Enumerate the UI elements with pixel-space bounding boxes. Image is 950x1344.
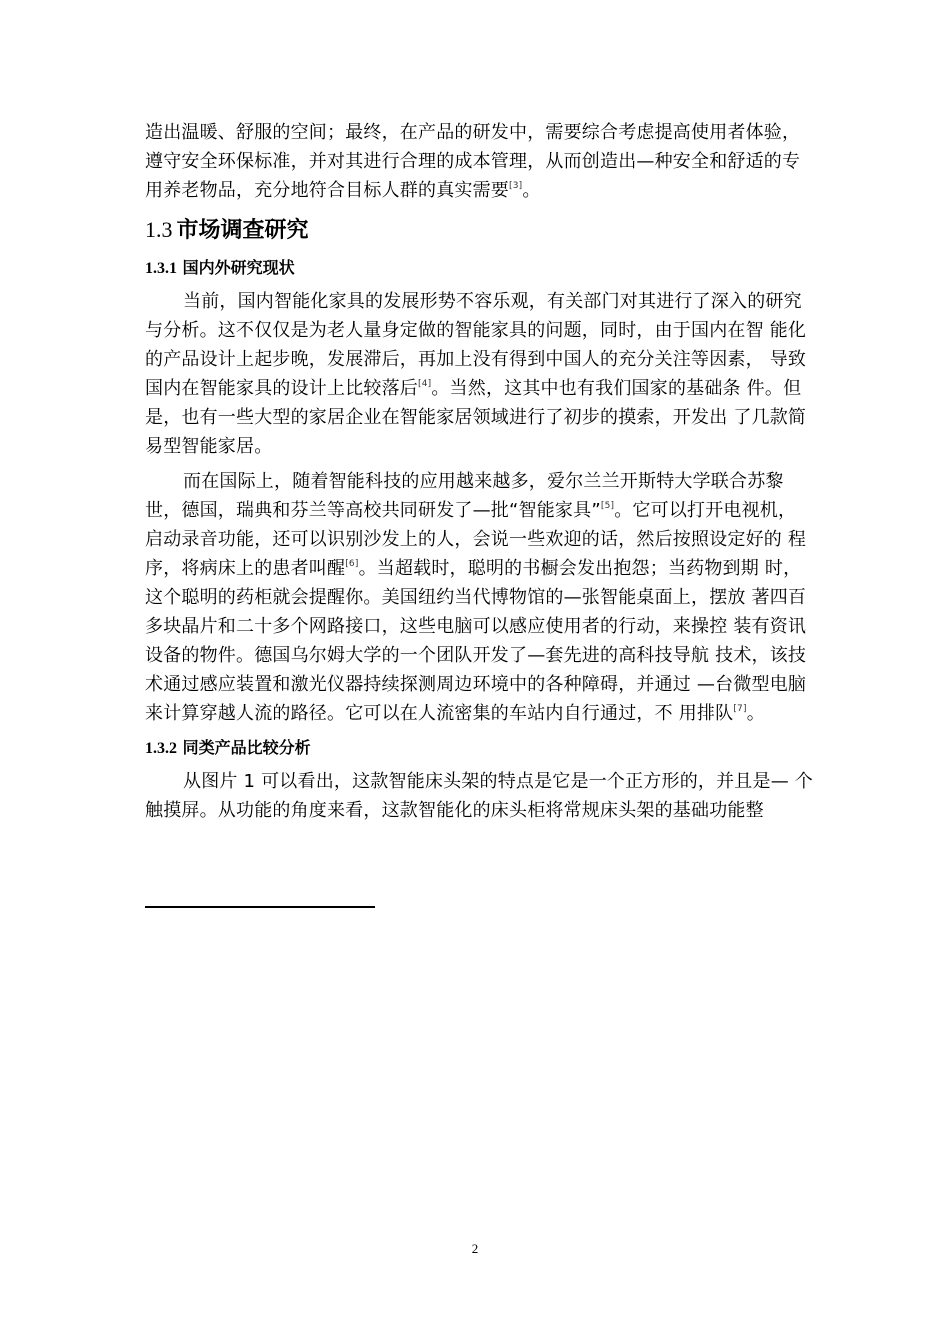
- paragraph-domestic-research: 当前，国内智能化家具的发展形势不容乐观，有关部门对其进行了深入的研究与分析。这不仅仅是为老人量身定做的智能家具的问题，同时，由于国内在智 能化的产品设计上起步晚，发展滞后，再加上没有得到中国人的充分关注等因素， 导致国内在智能家具的设计上比较落后[4]。当然，这其中也有我们国家的基础条 件。但是，也有一些大型的家居企业在智能家居领域进行了初步的摸索，开发出 了几款简易型智能家居。: [145, 291, 807, 457]
- citation-6: [6]: [345, 559, 359, 569]
- paragraph-continued: 造出温暖、舒服的空间；最终，在产品的研发中，需要综合考虑提高使用者体验，遵守安全环保标准，并对其进行合理的成本管理，从而创造出—种安全和舒适的专用养老物品，充分地符合目标人群的真实需要[3]。: [145, 122, 801, 201]
- paragraph-product-comparison: 从图片 1 可以看出，这款智能床头架的特点是它是一个正方形的，并且是— 个触摸屏。从功能的角度来看，这款智能化的床头柜将常规床头架的基础功能整: [145, 771, 814, 821]
- citation-4: [4]: [418, 379, 432, 389]
- footnote-separator: [145, 906, 375, 908]
- citation-3: [3]: [509, 181, 523, 191]
- subsection-heading-1-3-1: 1.3.1 国内外研究现状: [145, 258, 295, 277]
- page-body: [145, 118, 817, 825]
- section-heading-1-3: 1.3 市场调查研究: [145, 217, 309, 243]
- subsection-heading-1-3-2: 1.3.2 同类产品比较分析: [145, 738, 311, 757]
- citation-5: [5]: [600, 501, 615, 511]
- page-number: 2: [471, 1241, 479, 1256]
- citation-7: [7]: [733, 704, 747, 714]
- paragraph-international-research: 而在国际上，随着智能科技的应用越来越多，爱尔兰兰开斯特大学联合苏黎世，德国，瑞典和芬兰等高校共同研发了—批“智能家具”[5]。它可以打开电视机， 启动录音功能，还可以识别沙发上的人，会说一些欢迎的话，然后按照设定好的 程序，将病床上的患者叫醒[6]。当超载时，聪明的书橱会发出抱怨；当药物到期 时，这个聪明的药柜就会提醒你。美国纽约当代博物馆的—张智能桌面上，摆放 著四百多块晶片和二十多个网路接口，这些电脑可以感应使用者的行动，来操控 装有资讯设备的物件。德国乌尔姆大学的一个团队开发了—套先进的高科技导航 技术，该技术通过感应装置和激光仪器持续探测周边环境中的各种障碍，并通过 —台微型电脑来计算穿越人流的路径。它可以在人流密集的车站内自行通过，不 用排队[7]。: [145, 471, 807, 724]
